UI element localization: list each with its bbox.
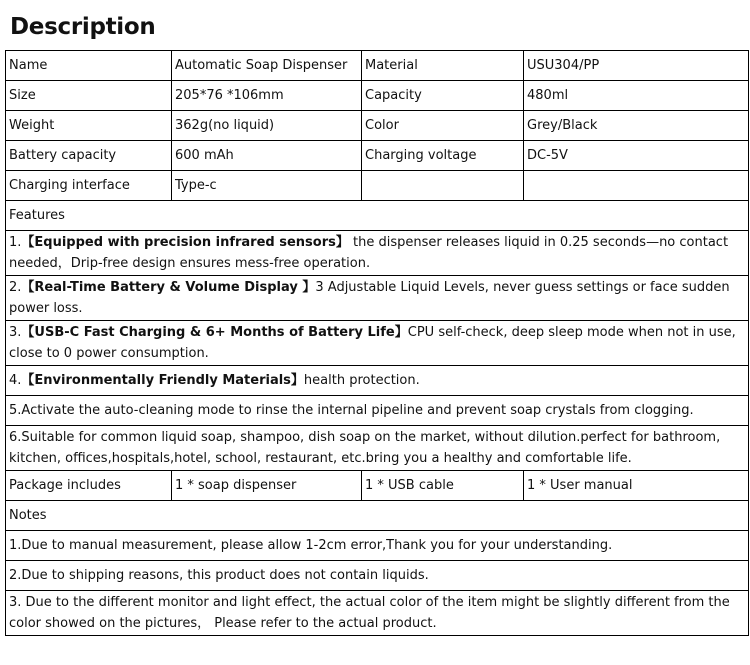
feature-row (6, 276, 749, 321)
package-label: Package includes (6, 471, 172, 501)
feature-row (6, 396, 749, 426)
feature-heading: 【Real-Time Battery & Volume Display 】 (21, 280, 316, 295)
spec-label: Name (6, 51, 172, 81)
spec-value: Grey/Black (524, 111, 749, 141)
spec-label: Battery capacity (6, 141, 172, 171)
feature-item: 4.【Environmentally Friendly Materials】health protection. (6, 366, 749, 396)
note-row (6, 561, 749, 591)
feature-item: 1.【Equipped with precision infrared sensors】 the dispenser releases liquid in 0.25 seconds—no contact needed，Drip-free design ensures mess-free operation. (6, 231, 749, 276)
spec-label: Charging interface (6, 171, 172, 201)
feature-item: 2.【Real-Time Battery & Volume Display 】3 Adjustable Liquid Levels, never guess settings or face sudden power loss. (6, 276, 749, 321)
spec-row-size (6, 81, 749, 111)
spec-value (524, 171, 749, 201)
feature-row (6, 231, 749, 276)
note-row (6, 591, 749, 636)
spec-label: Size (6, 81, 172, 111)
spec-value: DC-5V (524, 141, 749, 171)
note-item: 2.Due to shipping reasons, this product does not contain liquids. (6, 561, 749, 591)
feature-heading: 【Environmentally Friendly Materials】 (21, 373, 304, 388)
features-header-row (6, 201, 749, 231)
spec-value: 362g(no liquid) (172, 111, 362, 141)
description-table (5, 50, 749, 636)
spec-label (362, 171, 524, 201)
spec-value: 205*76 *106mm (172, 81, 362, 111)
note-item: 3. Due to the different monitor and light effect, the actual color of the item might be slightly different from the color showed on the pictures， Please refer to the actual product. (6, 591, 749, 636)
feature-item: 3.【USB-C Fast Charging & 6+ Months of Battery Life】CPU self-check, deep sleep mode when not in use, close to 0 power consumption. (6, 321, 749, 366)
spec-row-battery (6, 141, 749, 171)
package-item: 1 * USB cable (362, 471, 524, 501)
page-title: Description (10, 14, 156, 40)
features-label: Features (6, 201, 749, 231)
spec-row-interface (6, 171, 749, 201)
feature-row (6, 321, 749, 366)
feature-heading: 【USB-C Fast Charging & 6+ Months of Battery Life】 (21, 325, 408, 340)
spec-label: Capacity (362, 81, 524, 111)
feature-row (6, 426, 749, 471)
spec-value: 480ml (524, 81, 749, 111)
spec-row-weight (6, 111, 749, 141)
note-item: 1.Due to manual measurement, please allow 1-2cm error,Thank you for your understanding. (6, 531, 749, 561)
spec-label: Material (362, 51, 524, 81)
package-item: 1 * soap dispenser (172, 471, 362, 501)
spec-value: 600 mAh (172, 141, 362, 171)
package-row (6, 471, 749, 501)
spec-row-name (6, 51, 749, 81)
spec-value: Automatic Soap Dispenser (172, 51, 362, 81)
notes-label: Notes (6, 501, 749, 531)
spec-value: USU304/PP (524, 51, 749, 81)
note-row (6, 531, 749, 561)
package-item: 1 * User manual (524, 471, 749, 501)
spec-value: Type-c (172, 171, 362, 201)
feature-row (6, 366, 749, 396)
feature-item: 5.Activate the auto-cleaning mode to rinse the internal pipeline and prevent soap crystals from clogging. (6, 396, 749, 426)
feature-item: 6.Suitable for common liquid soap, shampoo, dish soap on the market, without dilution.perfect for bathroom, kitchen, offices,hospitals,hotel, school, restaurant, etc.bring you a healthy and comfortable life. (6, 426, 749, 471)
spec-label: Weight (6, 111, 172, 141)
feature-heading: 【Equipped with precision infrared sensors】 (21, 235, 349, 250)
notes-header-row (6, 501, 749, 531)
spec-label: Charging voltage (362, 141, 524, 171)
spec-label: Color (362, 111, 524, 141)
